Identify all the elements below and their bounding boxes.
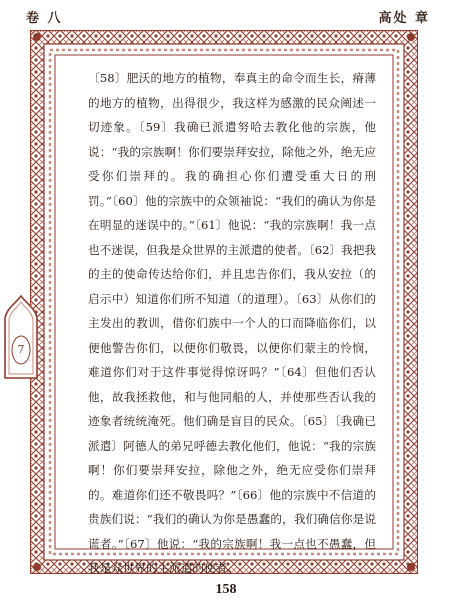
scripture-text bbox=[88, 66, 376, 575]
volume-label: 卷 八 bbox=[26, 11, 63, 26]
body-paragraph: 〔58〕肥沃的地方的植物，奉真主的命令而生长，瘠薄的地方的植物，出得很少，我这样为感激的民众阐述一切迹象。〔59〕我确已派遣努哈去教化他的宗族，他说：“我的宗族啊！你们要崇拜安拉，除他之外，绝无应受你们崇拜的。我的确担心你们遭受重大日的刑罚。”〔60〕他的宗族中的众领袖说：“我们的确认为你是在明显的迷误中的。”〔61〕他说：“我的宗族啊！我一点也不迷误，但我是众世界的主派遣的使者。〔62〕我把我的主的使命传达给你们，并且忠告你们，我从安拉（的启示中）知道你们所不知道（的道理）。〔63〕从你们的主发出的教训，借你们族中一个人的口而降临你们，以便他警告你们，以便你们敬畏，以便你们蒙主的怜悯，难道你们对于这件事觉得惊讶吗？”〔64〕但他们否认他，故我拯救他，和与他同船的人，并使那些否认我的迹象者统统淹死。他们确是盲目的民众。〔65〕〔我确已派遣〕阿德人的弟兄呼德去教化他们，他说：“我的宗族啊！你们要崇拜安拉，除他之外，绝无应受你们崇拜的。难道你们还不敬畏吗？”〔66〕他的宗族中不信道的贵族们说：“我们的确认为你是愚蠢的，我们确信你是说谎者。”〔67〕他说：“我的宗族啊！我一点也不愚蠢，但我是众世界的主派遣的使者。 bbox=[88, 71, 376, 575]
running-header bbox=[0, 0, 452, 30]
chapter-side-tab bbox=[1, 294, 41, 384]
side-tab-number: 7 bbox=[17, 343, 25, 356]
page-number: 158 bbox=[215, 582, 237, 597]
chapter-label: 高处 章 bbox=[378, 11, 430, 26]
